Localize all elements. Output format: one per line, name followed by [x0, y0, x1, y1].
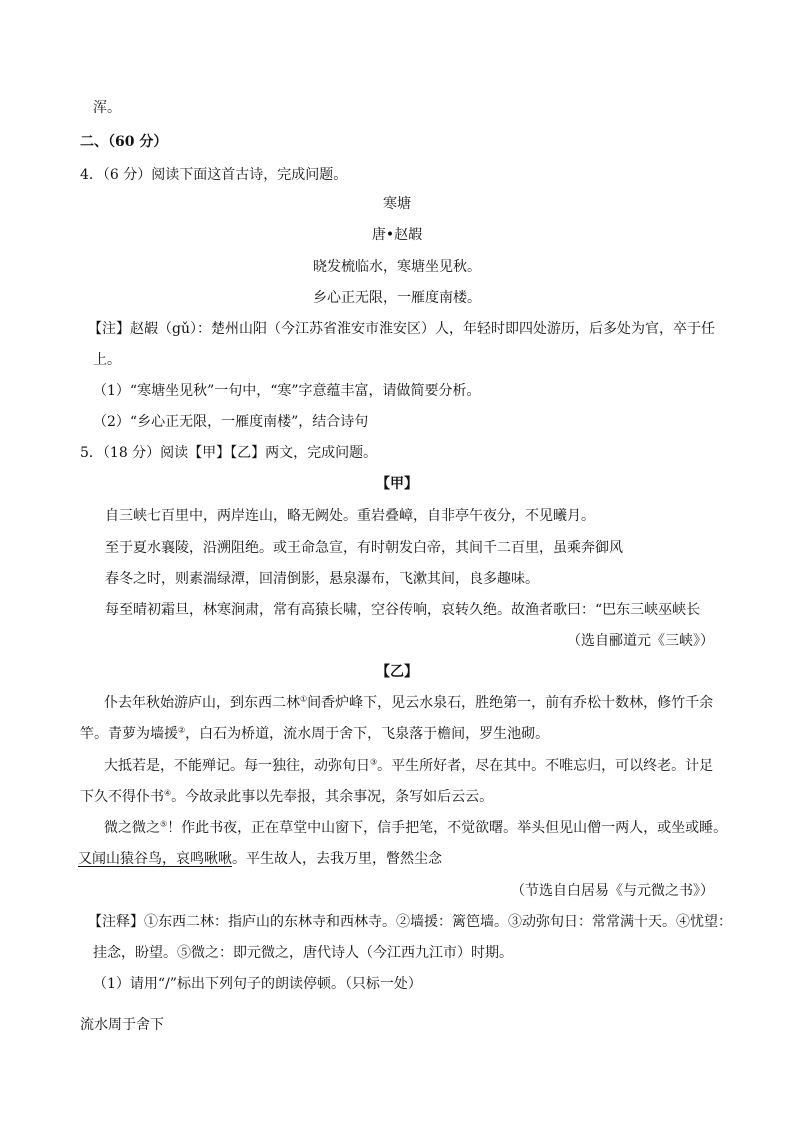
poem-line: 乡心正无限，一雁度南楼。 [313, 290, 481, 306]
footnote-mark: ② [178, 725, 186, 735]
passage-line: 大抵若是，不能殚记。每一独往，动弥旬日③。平生所好者，尽在其中。不唯忘归，可以终老。计足 [104, 757, 714, 774]
passage-line: 又闻山猿谷鸟，哀鸣啾啾。平生故人，去我万里，瞥然尘念 [78, 851, 442, 867]
section-heading: 二、（60 分） [80, 134, 168, 150]
text-line: 浑。 [93, 100, 121, 116]
passage-heading: 【乙】 [376, 664, 418, 680]
sub-question: （1）请用“/”标出下列句子的朗读停顿。（只标一处） [93, 976, 422, 992]
passage-line: 竿。青萝为墙援②，白石为桥道，流水周于舍下，飞泉落于檐间，罗生池砌。 [80, 725, 550, 742]
poem-author: 唐•赵嘏 [371, 227, 423, 243]
question-5-stem: 5．（18 分）阅读【甲】【乙】两文，完成问题。 [80, 445, 378, 461]
passage-line: 仆去年秋始游庐山，到东西二林①间香炉峰下，见云水泉石，胜绝第一，前有乔松十数林，修竹千余 [104, 694, 714, 711]
passage-line: 自三峡七百里中，两岸连山，略无阙处。重岩叠嶂，自非亭午夜分，不见曦月。 [105, 508, 595, 524]
poem-line: 晓发梳临水，寒塘坐见秋。 [313, 259, 481, 275]
passage-line: 每至晴初霜旦，林寒涧肃，常有高猿长啸，空谷传响，哀转久绝。故渔者歌曰：“巴东三峡巫峡长 [105, 602, 701, 618]
passage-line: 微之微之⑤！作此书夜，正在草堂中山窗下，信手把笔，不觉欲曙。举头但见山僧一两人，或坐或睡。 [104, 819, 728, 836]
passage-source: （节选自白居易《与元微之书》） [511, 883, 714, 899]
footnote-mark: ⑤ [160, 819, 168, 829]
poem-note: 【注】赵嘏（gǔ）：楚州山阳（今江苏省淮安市淮安区）人，年轻时即四处游历，后多处为官，卒于任 [88, 321, 715, 337]
passage-line: 春冬之时，则素湍绿潭，回清倒影，悬泉瀑布，飞漱其间，良多趣味。 [105, 571, 539, 587]
sub-question: （1）“寒塘坐见秋”一句中，“寒”字意蕴丰富，请做简要分析。 [93, 383, 481, 399]
passage-line: 下久不得仆书④。今故录此事以先奉报，其余事况，条写如后云云。 [80, 788, 494, 805]
sub-question-sentence: 流水周于舍下 [80, 1017, 164, 1033]
poem-note: 上。 [93, 352, 121, 368]
footnote-mark: ④ [164, 788, 172, 798]
underlined-sentence: 又闻山猿谷鸟，哀鸣啾啾 [78, 851, 232, 867]
sub-question: （2）“乡心正无限，一雁度南楼”，结合诗句 [93, 414, 369, 430]
passage-notes: 挂念，盼望。⑤微之：即元微之，唐代诗人（今江西九江市）时期。 [93, 945, 513, 961]
footnote-mark: ① [300, 694, 308, 704]
passage-line: 至于夏水襄陵，沿溯阻绝。或王命急宣，有时朝发白帝，其间千二百里，虽乘奔御风 [105, 540, 623, 556]
footnote-mark: ③ [370, 757, 378, 767]
passage-heading: 【甲】 [376, 476, 418, 492]
question-4-stem: 4．（6 分）阅读下面这首古诗，完成问题。 [80, 167, 348, 183]
poem-title: 寒塘 [383, 196, 411, 212]
passage-notes: 【注释】①东西二林：指庐山的东林寺和西林寺。②墙援：篱笆墙。③动弥旬日：常常满十天。④忧望： [88, 914, 732, 930]
passage-source: （选自郦道元《三峡》） [567, 633, 714, 649]
